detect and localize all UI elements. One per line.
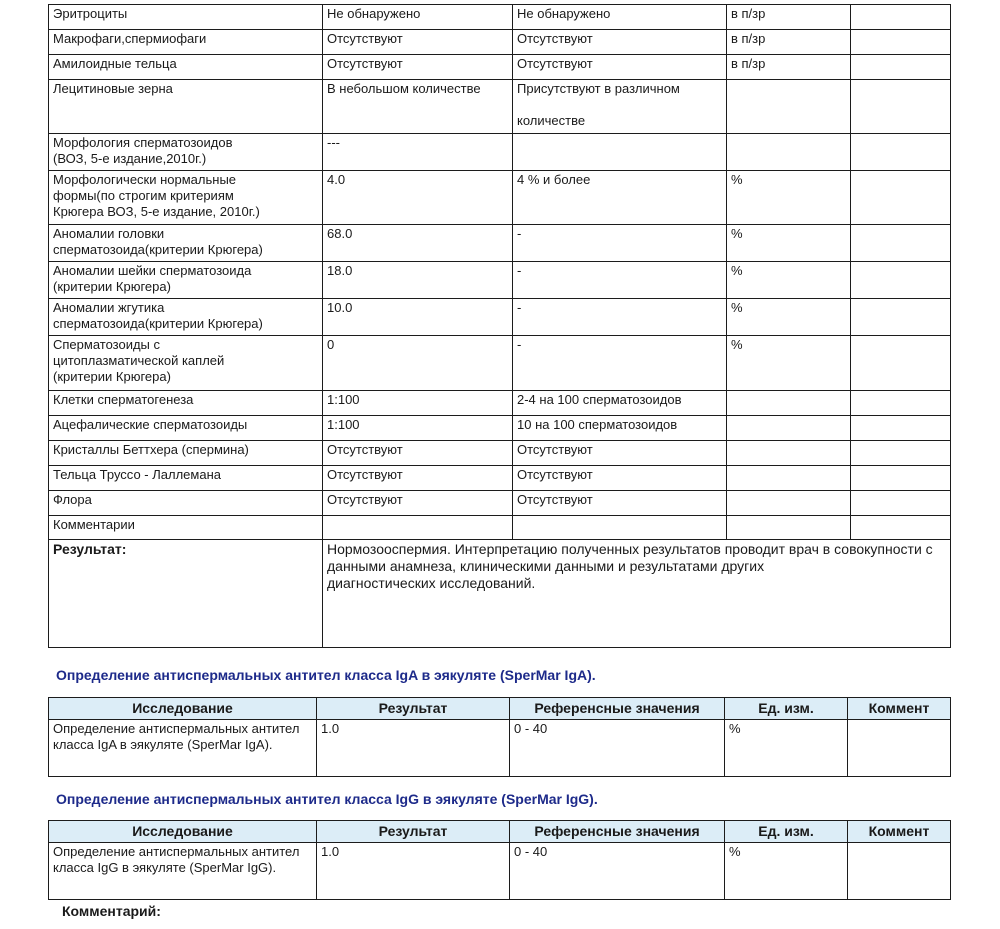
row-reference: Отсутствуют (513, 441, 727, 466)
row-label: Аномалии жгутика сперматозоида(критерии Крюгера) (49, 299, 323, 336)
table-row (49, 134, 951, 171)
row-label: Комментарии (49, 516, 323, 540)
iga-row-result: 1.0 (317, 720, 510, 777)
table-row (49, 225, 951, 262)
table-row (49, 441, 951, 466)
row-comment (851, 80, 951, 134)
iga-header-row (49, 698, 951, 720)
igg-table (48, 820, 951, 900)
row-label: Лецитиновые зерна (49, 80, 323, 134)
row-reference: Присутствуют в различном количестве (513, 80, 727, 134)
igg-header-reference: Референсные значения (510, 821, 725, 843)
table-row (49, 416, 951, 441)
row-result: 1:100 (323, 391, 513, 416)
row-label: Тельца Труссо - Лаллемана (49, 466, 323, 491)
result-text: Нормозооспермия. Интерпретацию полученных результатов проводит врач в совокупности с данными анамнеза, клиническими данными и результатами других диагностических исследований. (323, 540, 951, 648)
row-comment (851, 491, 951, 516)
iga-section-title: Определение антиспермальных антител класса IgA в эякуляте (SperMar IgA). (56, 667, 596, 683)
table-row (49, 299, 951, 336)
row-result: 18.0 (323, 262, 513, 299)
row-label: Аномалии шейки сперматозоида (критерии Крюгера) (49, 262, 323, 299)
row-unit: в п/зр (727, 55, 851, 80)
iga-header-unit: Ед. изм. (725, 698, 848, 720)
row-comment (851, 466, 951, 491)
row-unit: в п/зр (727, 5, 851, 30)
igg-header-result: Результат (317, 821, 510, 843)
iga-row-label: Определение антиспермальных антител класса IgA в эякуляте (SperMar IgA). (49, 720, 317, 777)
result-label (49, 540, 323, 648)
row-reference: Отсутствуют (513, 466, 727, 491)
table-row (49, 171, 951, 225)
row-unit: % (727, 171, 851, 225)
table-row (49, 391, 951, 416)
row-comment (851, 5, 951, 30)
row-result: Отсутствуют (323, 55, 513, 80)
table-row (49, 80, 951, 134)
row-reference: Отсутствуют (513, 55, 727, 80)
igg-row-reference: 0 - 40 (510, 843, 725, 900)
row-result: 4.0 (323, 171, 513, 225)
row-unit: % (727, 299, 851, 336)
iga-row-comment (848, 720, 951, 777)
igg-row-unit: % (725, 843, 848, 900)
row-unit: % (727, 336, 851, 391)
row-reference: - (513, 262, 727, 299)
row-unit (727, 391, 851, 416)
row-comment (851, 391, 951, 416)
row-result: Отсутствуют (323, 30, 513, 55)
table-row (49, 516, 951, 540)
igg-header-row (49, 821, 951, 843)
row-unit (727, 416, 851, 441)
row-unit (727, 516, 851, 540)
row-label: Морфологически нормальные формы(по строгим критериям Крюгера ВОЗ, 5-е издание, 2010г.) (49, 171, 323, 225)
table-row (49, 336, 951, 391)
igg-row-comment (848, 843, 951, 900)
row-comment (851, 299, 951, 336)
row-reference (513, 134, 727, 171)
row-reference: Не обнаружено (513, 5, 727, 30)
footer-comment-label: Комментарий: (62, 903, 161, 919)
row-label: Ацефалические сперматозоиды (49, 416, 323, 441)
row-comment (851, 441, 951, 466)
row-label: Макрофаги,спермиофаги (49, 30, 323, 55)
row-label: Эритроциты (49, 5, 323, 30)
row-label: Клетки сперматогенеза (49, 391, 323, 416)
row-result: 68.0 (323, 225, 513, 262)
row-result: Не обнаружено (323, 5, 513, 30)
result-label-text: Результат: (53, 541, 127, 557)
row-comment (851, 225, 951, 262)
row-label: Аномалии головки сперматозоида(критерии Крюгера) (49, 225, 323, 262)
row-label: Кристаллы Беттхера (спермина) (49, 441, 323, 466)
row-reference: - (513, 336, 727, 391)
row-result: Отсутствуют (323, 441, 513, 466)
row-result (323, 516, 513, 540)
row-unit (727, 80, 851, 134)
row-label: Морфология сперматозоидов (ВОЗ, 5-е издание,2010г.) (49, 134, 323, 171)
iga-row-unit: % (725, 720, 848, 777)
igg-header-comment: Коммент (848, 821, 951, 843)
iga-header-comment: Коммент (848, 698, 951, 720)
row-reference: Отсутствуют (513, 491, 727, 516)
iga-table (48, 697, 951, 777)
row-reference: 10 на 100 сперматозоидов (513, 416, 727, 441)
row-reference: - (513, 299, 727, 336)
row-label: Амилоидные тельца (49, 55, 323, 80)
row-reference: 4 % и более (513, 171, 727, 225)
table-row (49, 466, 951, 491)
semen-analysis-table (48, 4, 951, 648)
igg-header-study: Исследование (49, 821, 317, 843)
row-comment (851, 516, 951, 540)
row-comment (851, 336, 951, 391)
result-section (49, 540, 951, 648)
iga-header-study: Исследование (49, 698, 317, 720)
iga-row-reference: 0 - 40 (510, 720, 725, 777)
row-unit (727, 134, 851, 171)
iga-data-row (49, 720, 951, 777)
row-reference: - (513, 225, 727, 262)
result-row (49, 540, 951, 648)
table-row (49, 491, 951, 516)
table-row (49, 262, 951, 299)
table-row (49, 5, 951, 30)
row-unit (727, 466, 851, 491)
row-comment (851, 416, 951, 441)
row-comment (851, 171, 951, 225)
row-comment (851, 55, 951, 80)
row-reference (513, 516, 727, 540)
row-unit (727, 441, 851, 466)
row-unit: в п/зр (727, 30, 851, 55)
row-result: 1:100 (323, 416, 513, 441)
row-result: Отсутствуют (323, 491, 513, 516)
row-unit: % (727, 225, 851, 262)
row-result: Отсутствуют (323, 466, 513, 491)
igg-data-row (49, 843, 951, 900)
igg-row-label: Определение антиспермальных антител класса IgG в эякуляте (SperMar IgG). (49, 843, 317, 900)
igg-section-title: Определение антиспермальных антител класса IgG в эякуляте (SperMar IgG). (56, 791, 598, 807)
row-result: 0 (323, 336, 513, 391)
iga-header-result: Результат (317, 698, 510, 720)
iga-header-reference: Референсные значения (510, 698, 725, 720)
semen-analysis-body (49, 5, 951, 540)
row-reference: Отсутствуют (513, 30, 727, 55)
row-result: 10.0 (323, 299, 513, 336)
row-unit (727, 491, 851, 516)
igg-header-unit: Ед. изм. (725, 821, 848, 843)
row-reference: 2-4 на 100 сперматозоидов (513, 391, 727, 416)
table-row (49, 30, 951, 55)
row-comment (851, 30, 951, 55)
igg-row-result: 1.0 (317, 843, 510, 900)
row-comment (851, 262, 951, 299)
table-row (49, 55, 951, 80)
row-result: --- (323, 134, 513, 171)
row-unit: % (727, 262, 851, 299)
row-label: Сперматозоиды с цитоплазматической каплей (критерии Крюгера) (49, 336, 323, 391)
row-result: В небольшом количестве (323, 80, 513, 134)
row-label: Флора (49, 491, 323, 516)
row-comment (851, 134, 951, 171)
